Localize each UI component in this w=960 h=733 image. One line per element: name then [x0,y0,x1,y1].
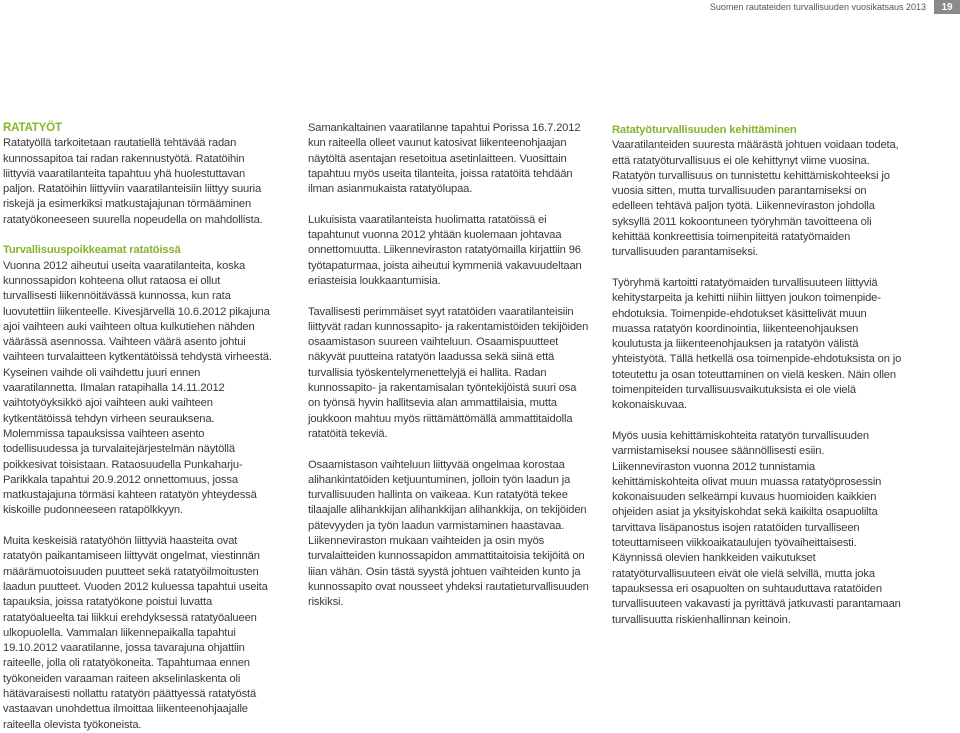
paragraph: Tavallisesti perimmäiset syyt ratatöiden vaaratilanteisiin liittyvät radan kunnossapito- ja rakentamistöiden tekijöiden osaamistason suureen vaihteluun. Osaamispuutteet näkyvät puutteina ratatyön laadussa sekä siinä että turvallisia työskentelymenettelyjä ei hallita. Radan kunnossapito- ja rakentamisalan työntekijöistä suuri osa on työnsä hyvin hallitsevia alan ammattilaisia, mutta joukkoon mahtuu myös riittämättömällä ammattitaidolla ratatöitä tekeviä. [308,305,589,440]
paragraph: Työryhmä kartoitti ratatyömaiden turvallisuuteen liittyviä kehitystarpeita ja kehitti niihin liittyen joukon toimenpide-ehdotuksia. Toimenpide-ehdotukset käsittelivät muun muassa ratatyön koordinointia, liikenteenohjauksen koulutusta ja liikenteenohjauksen ja ratatyön välistä yhteistyötä. Tällä hetkellä osa toimenpide-ehdotuksista on jo toteutettu ja osan toteuttaminen on vielä kesken. Näin ollen toimenpiteiden turvallisuusvaikutuksista ei ole vielä kokonaiskuvaa. [612,276,902,412]
column-3 [612,123,904,628]
paragraph: Vuonna 2012 aiheutui useita vaaratilanteita, koska kunnossapidon kohteena ollut rataosa ei ollut turvallisesti liikennöitävässä kunnossa, kun rata luovutettiin liikenteelle. Kivesjärvellä 10.6.2012 pikajuna ajoi vaihteen auki vaihteen oltua kulkutiehen nähden väärässä asennossa. Vaihteen väärä asento johtui vaihteen turvalaitteen kytkentätöissä tehdystä virheestä. Kyseinen vaihde oli vaihdettu juuri ennen vaaratilannetta. Ilmalan ratapihalla 14.11.2012 vaihtotyöyksikkö ajoi vaihteen auki vaihteen kytkentätöissä tehdyn virheen seurauksena. Molemmissa tapauksissa vaihteen asento todellisuudessa ja turvalaitejärjestelmän näytöllä poikkesivat toisistaan. Rataosuudella Punkaharju-Parikkala tapahtui 20.9.2012 onnettomuus, jossa matkustajajuna törmäsi kahteen ratatyön yhteydessä kiskoille pudonneeseen ratapölkkyyn. [3,259,272,517]
subheading-turvallisuuspoikkeamat: Turvallisuuspoikkeamat ratatöissä [3,244,181,257]
paragraph: Muita keskeisiä ratatyöhön liittyviä haasteita ovat ratatyön paikantamiseen liittyvät ongelmat, viestinnän määrämuotoisuuden puutteet sekä ratatyöilmoitusten laadun puutteet. Vuoden 2012 kuluessa tapahtui useita tapauksia, joissa ratatyökone poistui luvatta ratatyöalueelta tai liikkui erehdyksessä ratatyöalueen ulkopuolella. Vammalan liikennepaikalla tapahtui 19.10.2012 vaaratilanne, jossa tavarajuna ohjattiin raiteelle, jolla oli ratatyökoneita. Tapahtumaa ennen työkoneiden varaaman raiteen akselinlaskenta oli hätävaraisesti nollattu ratatyön päättyessä ratatyöstä vastaavan unohdettua ilmoittaa liikenteenohjaajalle raiteella olevista työkoneista. [3,535,268,731]
page-header [710,0,960,14]
paragraph: Ratatyöllä tarkoitetaan rautatiellä tehtävää radan kunnossapitoa tai radan rakennustyötä. Ratatöihin liittyviä vaaratilanteita tapahtuu yhä huolestuttavan paljon. Ratatöihin liittyviin vaaratilanteisiin liittyy suuria riskejä ja esimerkiksi matkustajajunan törmääminen ratatyökoneeseen suurella nopeudella on mahdollista. [3,137,263,226]
section-heading-kehittaminen: Ratatyöturvallisuuden kehittäminen [612,124,797,136]
publication-title: Suomen rautateiden turvallisuuden vuosikatsaus 2013 [709,2,926,12]
paragraph: Osaamistason vaihteluun liittyvää ongelmaa korostaa alihankintatöiden ketjuuntuminen, jolloin työn laadun ja turvallisuuden hallinta on vaikeaa. Kun ratatyötä tekee tilaajalle alihankkijan alihankkijan alihankkija, on tekijöiden pätevyyden ja työn laadun varmistaminen haastavaa. Liikenneviraston mukaan vaihteiden ja osin myös turvalaitteiden kunnossapidon ammattitaitoisia tekijöitä on liian vähän. Osin tästä syystä johtuen vaihteiden kunto ja kunnossapito ovat nousseet yhdeksi rautatieturvallisuuden riskiksi. [308,458,589,609]
column-1 [3,121,275,733]
column-2 [308,121,591,611]
page-number: 19 [934,0,960,14]
paragraph: Vaaratilanteiden suuresta määrästä johtuen voidaan todeta, että ratatyöturvallisuus ei ole kehittynyt viime vuosina. Ratatyön turvallisuus on tunnistettu kehittämiskohteeksi jo vuosia sitten, mutta turvallisuuden parantamiseksi on edelleen tehtävä paljon työtä. Liikenneviraston johdolla syksyllä 2011 kokoontuneen työryhmän tavoitteena oli kehittää konkreettisia toimenpiteitä ratatyömaiden turvallisuuden parantamiseksi. [612,139,899,259]
paragraph: Lukuisista vaaratilanteista huolimatta ratatöissä ei tapahtunut vuonna 2012 yhtään kuolemaan johtavaa onnettomuutta. Liikenneviraston ratatyömailla kirjattiin 96 työtapaturmaa, joista aiheutui kymmeniä vakavuudeltaan eriasteisia loukkaantumisia. [308,213,582,287]
paragraph: Samankaltainen vaaratilanne tapahtui Porissa 16.7.2012 kun raiteella olleet vaunut katosivat liikenteenohjaajan näytöltä asentajan resetoitua asetinlaitteen. Vuosittain tapahtuu myös useita tilanteita, joissa ratatöitä tehdään ilman asianmukaista ratatyölupaa. [308,122,581,196]
paragraph: Myös uusia kehittämiskohteita ratatyön turvallisuuden varmistamiseksi nousee säännöllisesti esiin. Liikenneviraston vuonna 2012 tunnistamia kehittämiskohteita olivat muun muassa ratatyöprosessin kokonaisuuden selkeämpi kuvaus huomioiden kaikkien ohjeiden asiat ja yksityiskohdat sekä kaikilta osapuolilta tarvittava lisäpanostus isojen ratatöiden turvalliseen toteuttamiseen viikkoaikataulujen työvaiheittaisesti. Käynnissä olevien hankkeiden vaikutukset ratatyöturvallisuuteen eivät ole vielä selvillä, mutta joka tapauksessa eri osapuolten on suhtauduttava ratatöiden turvallisuuteen vakavasti ja pyrittävä jatkuvasti parantamaan turvallisuutta riskienhallinnan keinoin. [612,429,901,626]
section-heading-ratatyot: RATATYÖT [3,122,62,134]
